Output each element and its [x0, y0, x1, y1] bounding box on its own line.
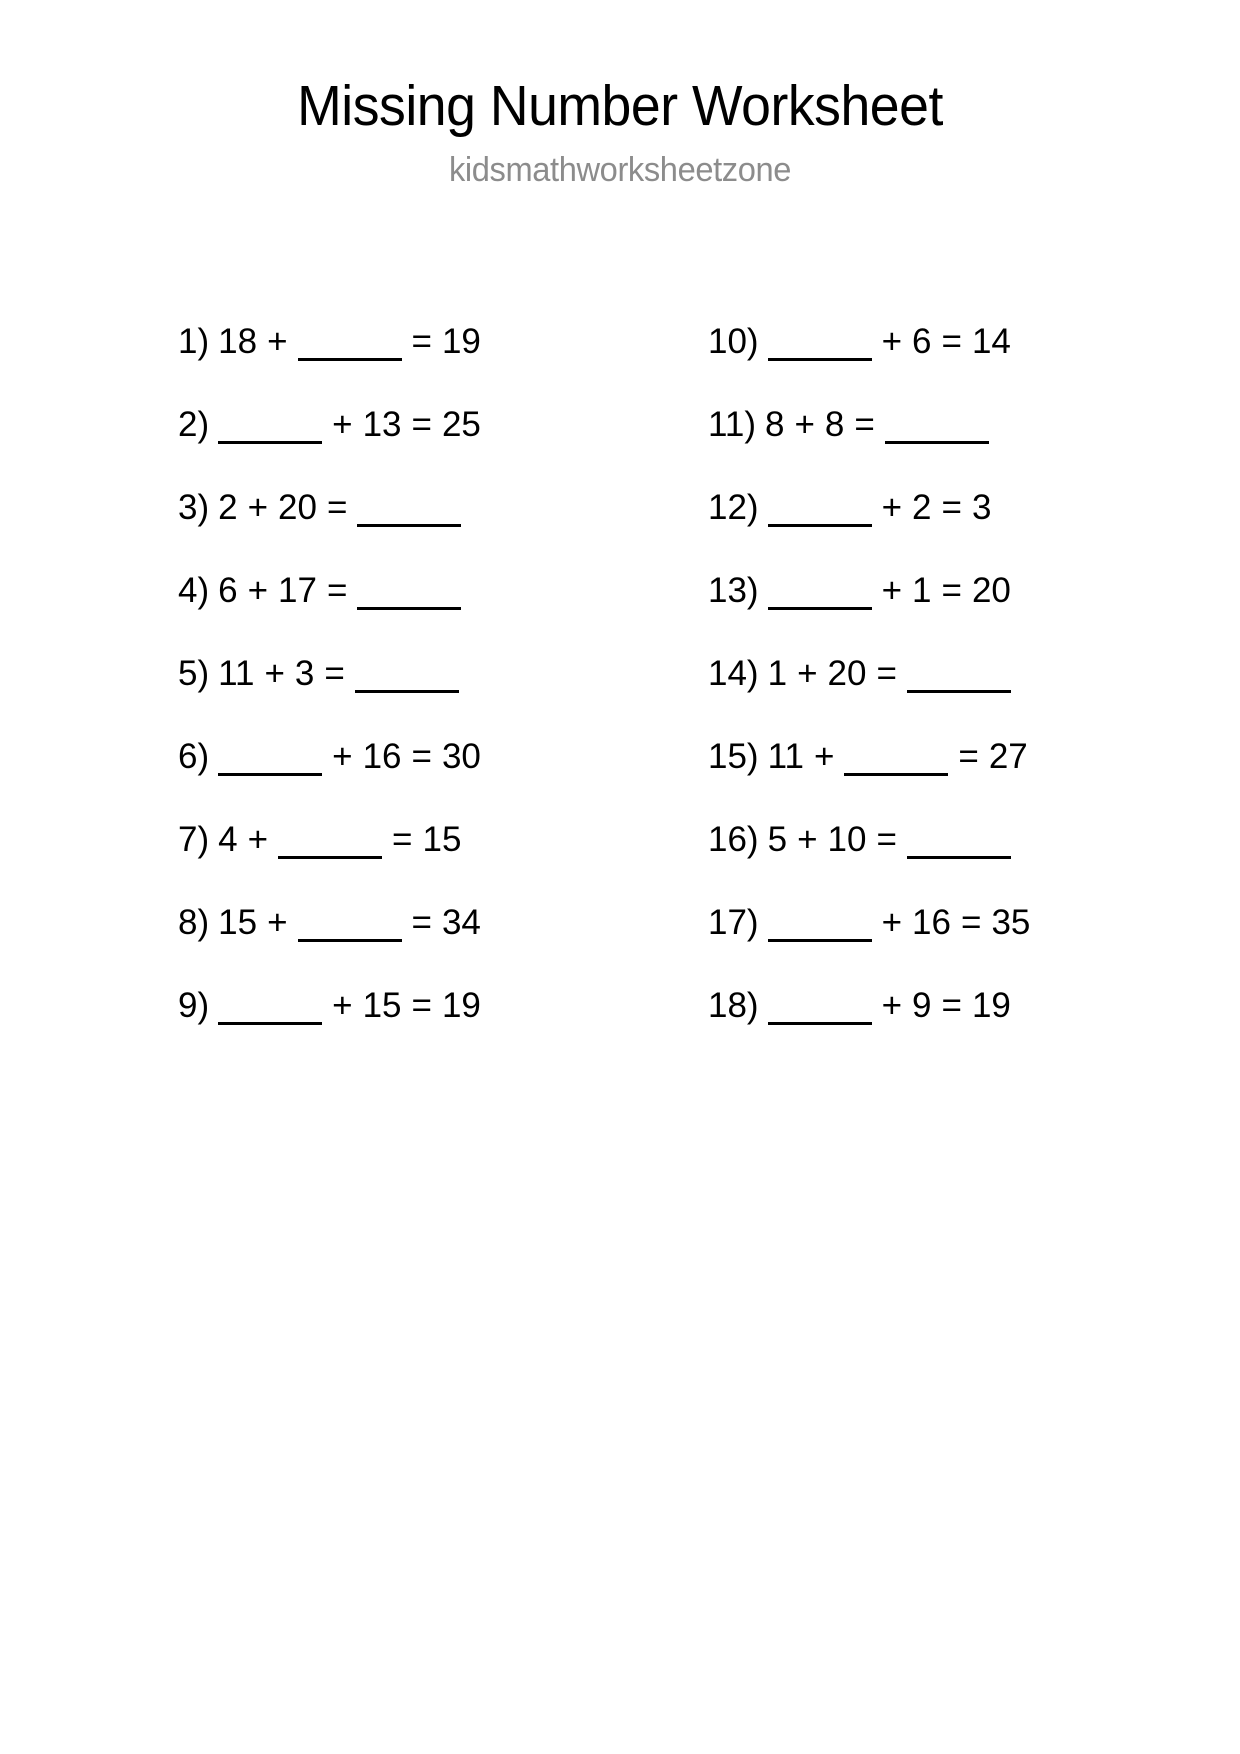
- problem-row: [178, 964, 628, 1047]
- answer-blank[interactable]: [357, 577, 461, 610]
- answer-blank[interactable]: [298, 328, 402, 361]
- answer-blank[interactable]: [218, 743, 322, 776]
- answer-blank[interactable]: [768, 992, 872, 1025]
- problem-number: 3): [178, 488, 210, 527]
- answer-blank[interactable]: [885, 411, 989, 444]
- plus-operator: +: [332, 737, 353, 776]
- operand-a: 5: [767, 820, 788, 859]
- problem-row: [708, 715, 1158, 798]
- problem-row: [178, 466, 628, 549]
- operand-a: 4: [218, 820, 238, 859]
- operand-result: 27: [988, 737, 1028, 776]
- operand-b: 17: [278, 571, 317, 610]
- equals-operator: =: [941, 571, 962, 610]
- operand-result: 19: [971, 986, 1011, 1025]
- plus-operator: +: [247, 571, 269, 610]
- problem-row: [708, 881, 1158, 964]
- plus-operator: +: [247, 820, 269, 859]
- answer-blank[interactable]: [768, 577, 872, 610]
- operand-b: 10: [827, 820, 867, 859]
- plus-operator: +: [881, 903, 903, 942]
- problem-row: [178, 798, 628, 881]
- operand-b: 6: [912, 322, 932, 361]
- operand-a: 11: [218, 654, 255, 693]
- problem-number: 16): [708, 820, 759, 859]
- problems-container: [0, 300, 1240, 1047]
- worksheet-header: [0, 0, 1240, 187]
- equals-operator: =: [411, 737, 432, 776]
- equals-operator: =: [326, 571, 348, 610]
- equals-operator: =: [326, 488, 348, 527]
- equals-operator: =: [876, 654, 897, 693]
- problem-row: [178, 300, 628, 383]
- page-title: Missing Number Worksheet: [297, 74, 943, 138]
- site-attribution: kidsmathworksheetzone: [448, 151, 792, 189]
- operand-result: 35: [991, 903, 1031, 942]
- plus-operator: +: [264, 654, 285, 693]
- answer-blank[interactable]: [768, 909, 872, 942]
- problem-row: [178, 549, 628, 632]
- problem-number: 13): [708, 571, 759, 610]
- equals-operator: =: [854, 405, 875, 444]
- operand-b: 8: [824, 405, 845, 444]
- answer-blank[interactable]: [278, 826, 382, 859]
- plus-operator: +: [794, 405, 815, 444]
- operand-result: 3: [971, 488, 992, 527]
- plus-operator: +: [797, 654, 818, 693]
- equals-operator: =: [941, 322, 962, 361]
- plus-operator: +: [881, 571, 903, 610]
- problem-number: 18): [708, 986, 759, 1025]
- operand-b: 3: [294, 654, 315, 693]
- answer-blank[interactable]: [768, 494, 872, 527]
- problem-row: [708, 798, 1158, 881]
- operand-b: 16: [912, 903, 951, 942]
- plus-operator: +: [881, 986, 903, 1025]
- operand-result: 14: [971, 322, 1011, 361]
- operand-b: 1: [912, 571, 932, 610]
- problem-number: 6): [178, 737, 210, 776]
- plus-operator: +: [797, 820, 818, 859]
- operand-result: 30: [441, 737, 481, 776]
- problem-number: 17): [708, 903, 759, 942]
- problem-number: 8): [178, 903, 210, 942]
- equals-operator: =: [324, 654, 345, 693]
- problem-row: [178, 881, 628, 964]
- equals-operator: =: [960, 903, 982, 942]
- equals-operator: =: [411, 322, 432, 361]
- problem-row: [708, 549, 1158, 632]
- answer-blank[interactable]: [844, 743, 948, 776]
- problem-number: 11): [708, 405, 756, 444]
- plus-operator: +: [267, 322, 288, 361]
- operand-b: 16: [362, 737, 402, 776]
- operand-result: 25: [441, 405, 481, 444]
- problem-number: 4): [178, 571, 210, 610]
- equals-operator: =: [411, 986, 432, 1025]
- plus-operator: +: [332, 405, 353, 444]
- answer-blank[interactable]: [357, 494, 461, 527]
- problem-number: 10): [708, 322, 759, 361]
- problems-column-right: [708, 300, 1158, 1047]
- problem-number: 5): [178, 654, 210, 693]
- problems-column-left: [178, 300, 628, 1047]
- operand-a: 15: [218, 903, 258, 942]
- answer-blank[interactable]: [218, 992, 322, 1025]
- operand-a: 11: [767, 737, 804, 776]
- problem-number: 12): [708, 488, 759, 527]
- problem-number: 1): [178, 322, 210, 361]
- plus-operator: +: [332, 986, 353, 1025]
- operand-a: 18: [218, 322, 258, 361]
- problem-row: [178, 632, 628, 715]
- operand-b: 9: [912, 986, 932, 1025]
- equals-operator: =: [392, 820, 413, 859]
- problem-number: 15): [708, 737, 759, 776]
- equals-operator: =: [876, 820, 897, 859]
- answer-blank[interactable]: [907, 660, 1011, 693]
- plus-operator: +: [267, 903, 288, 942]
- equals-operator: =: [958, 737, 979, 776]
- operand-b: 20: [827, 654, 867, 693]
- operand-a: 1: [767, 654, 788, 693]
- operand-b: 13: [362, 405, 402, 444]
- operand-b: 15: [362, 986, 402, 1025]
- operand-result: 20: [971, 571, 1011, 610]
- equals-operator: =: [941, 488, 962, 527]
- problem-row: [178, 383, 628, 466]
- answer-blank[interactable]: [907, 826, 1011, 859]
- operand-result: 19: [441, 986, 481, 1025]
- problem-row: [708, 632, 1158, 715]
- answer-blank[interactable]: [298, 909, 402, 942]
- operand-a: 6: [218, 571, 238, 610]
- operand-result: 19: [441, 322, 481, 361]
- operand-result: 15: [422, 820, 462, 859]
- problem-row: [708, 964, 1158, 1047]
- operand-b: 20: [278, 488, 317, 527]
- answer-blank[interactable]: [355, 660, 459, 693]
- problem-row: [708, 466, 1158, 549]
- operand-b: 2: [912, 488, 932, 527]
- problem-number: 2): [178, 405, 210, 444]
- plus-operator: +: [813, 737, 835, 776]
- problem-number: 14): [708, 654, 759, 693]
- plus-operator: +: [881, 322, 903, 361]
- equals-operator: =: [411, 405, 432, 444]
- problem-number: 7): [178, 820, 210, 859]
- equals-operator: =: [941, 986, 962, 1025]
- operand-a: 2: [218, 488, 238, 527]
- problem-row: [708, 383, 1158, 466]
- plus-operator: +: [247, 488, 269, 527]
- answer-blank[interactable]: [768, 328, 872, 361]
- problem-number: 9): [178, 986, 210, 1025]
- problem-row: [178, 715, 628, 798]
- answer-blank[interactable]: [218, 411, 322, 444]
- operand-a: 8: [765, 405, 785, 444]
- equals-operator: =: [411, 903, 432, 942]
- operand-result: 34: [441, 903, 481, 942]
- problem-row: [708, 300, 1158, 383]
- plus-operator: +: [881, 488, 903, 527]
